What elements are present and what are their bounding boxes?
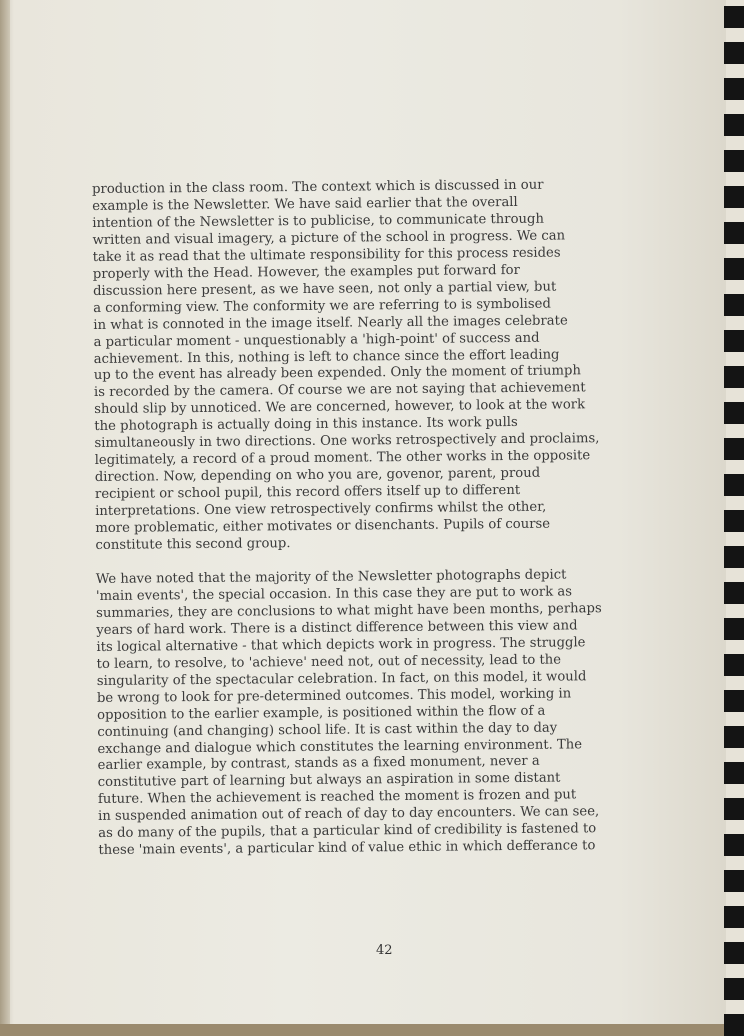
text-line: its logical alternative - that which depicts work in progress. The struggle xyxy=(96,635,586,655)
binding-hole xyxy=(724,114,744,136)
text-line: in what is connoted in the image itself. Nearly all the images celebrate xyxy=(93,313,568,333)
text-line: as do many of the pupils, that a particular kind of credibility is fastened to xyxy=(98,821,597,842)
text-line: achievement. In this, nothing is left to chance since the effort leading xyxy=(93,347,560,367)
binding-hole xyxy=(724,402,744,424)
text-line: example is the Newsletter. We have said earlier that the overall xyxy=(92,194,518,214)
binding-hole xyxy=(724,654,744,676)
text-line: in suspended animation out of reach of day to day encounters. We can see, xyxy=(98,804,600,825)
binding-hole xyxy=(724,834,744,856)
text-line: intention of the Newsletter is to publicise, to communicate through xyxy=(92,211,544,231)
text-line: a conforming view. The conformity we are referring to is symbolised xyxy=(93,296,551,316)
binding-hole xyxy=(724,366,744,388)
binding-hole xyxy=(724,618,744,640)
binding-hole xyxy=(724,330,744,352)
binding-hole xyxy=(724,222,744,244)
binding-hole xyxy=(724,438,744,460)
text-line: simultaneously in two directions. One works retrospectively and proclaims, xyxy=(94,431,600,452)
binding-hole xyxy=(724,726,744,748)
binding-hole xyxy=(724,942,744,964)
text-line: the photograph is actually doing in this instance. Its work pulls xyxy=(94,415,518,435)
text-line: years of hard work. There is a distinct difference between this view and xyxy=(96,618,578,638)
page-gutter-shadow xyxy=(0,0,10,1024)
body-text xyxy=(92,176,673,860)
binding-hole xyxy=(724,870,744,892)
text-line: these 'main events', a particular kind of value ethic in which defferance to xyxy=(98,838,596,859)
text-line: be wrong to look for pre-determined outcomes. This model, working in xyxy=(96,686,572,706)
binding-hole xyxy=(724,258,744,280)
text-line: constitutive part of learning but always an aspiration in some distant xyxy=(97,770,561,791)
text-line: up to the event has already been expended. Only the moment of triumph xyxy=(93,363,582,384)
text-line: future. When the achievement is reached the moment is frozen and put xyxy=(97,787,577,808)
paragraph-1 xyxy=(92,176,671,554)
binding-hole xyxy=(724,906,744,928)
text-line: singularity of the spectacular celebration. In fact, on this model, it would xyxy=(96,668,587,689)
text-line: to learn, to resolve, to 'achieve' need not, out of necessity, lead to the xyxy=(96,652,562,672)
text-line: recipient or school pupil, this record offers itself up to different xyxy=(94,483,521,503)
text-line: written and visual imagery, a picture of the school in progress. We can xyxy=(92,228,566,248)
binding-hole xyxy=(724,186,744,208)
text-line: opposition to the earlier example, is positioned within the flow of a xyxy=(97,703,546,723)
text-line: more problematic, either motivates or disenchants. Pupils of course xyxy=(95,516,551,537)
binding-hole xyxy=(724,510,744,532)
text-line: should slip by unnoticed. We are concerned, however, to look at the work xyxy=(94,397,586,418)
binding-hole xyxy=(724,294,744,316)
text-line: is recorded by the camera. Of course we are not saying that achievement xyxy=(93,380,586,401)
text-line: interpretations. One view retrospectively confirms whilst the other, xyxy=(95,499,547,520)
text-line: legitimately, a record of a proud moment. The other works in the opposite xyxy=(94,448,591,469)
text-line: exchange and dialogue which constitutes the learning environment. The xyxy=(97,736,583,757)
text-line: summaries, they are conclusions to what might have been months, perhaps xyxy=(96,601,602,621)
binding-hole xyxy=(724,474,744,496)
text-line: production in the class room. The context which is discussed in our xyxy=(92,177,544,197)
binding-hole xyxy=(724,1014,744,1036)
text-line: We have noted that the majority of the Newsletter photographs depict xyxy=(95,567,567,587)
binding-hole xyxy=(724,798,744,820)
binding-hole xyxy=(724,150,744,172)
text-line: take it as read that the ultimate responsibility for this process resides xyxy=(92,245,561,265)
paragraph-2 xyxy=(96,566,674,860)
page-number: 42 xyxy=(376,943,393,958)
binding-hole xyxy=(724,690,744,712)
text-line: discussion here present, as we have seen, not only a partial view, but xyxy=(92,279,557,299)
binding-hole xyxy=(724,6,744,28)
binding-hole xyxy=(724,762,744,784)
text-line: a particular moment - unquestionably a 'high-point' of success and xyxy=(93,330,540,350)
text-line: continuing (and changing) school life. It is cast within the day to day xyxy=(97,720,558,740)
binding-hole xyxy=(724,978,744,1000)
text-line: 'main events', the special occasion. In this case they are put to work as xyxy=(95,584,573,604)
spiral-binding xyxy=(726,0,744,1024)
text-line: constitute this second group. xyxy=(95,536,291,553)
binding-hole xyxy=(724,546,744,568)
text-line: properly with the Head. However, the examples put forward for xyxy=(92,262,520,282)
text-line: earlier example, by contrast, stands as a fixed monument, never a xyxy=(97,754,540,774)
binding-hole xyxy=(724,42,744,64)
binding-hole xyxy=(724,78,744,100)
binding-hole xyxy=(724,582,744,604)
text-line: direction. Now, depending on who you are, govenor, parent, proud xyxy=(94,465,541,486)
